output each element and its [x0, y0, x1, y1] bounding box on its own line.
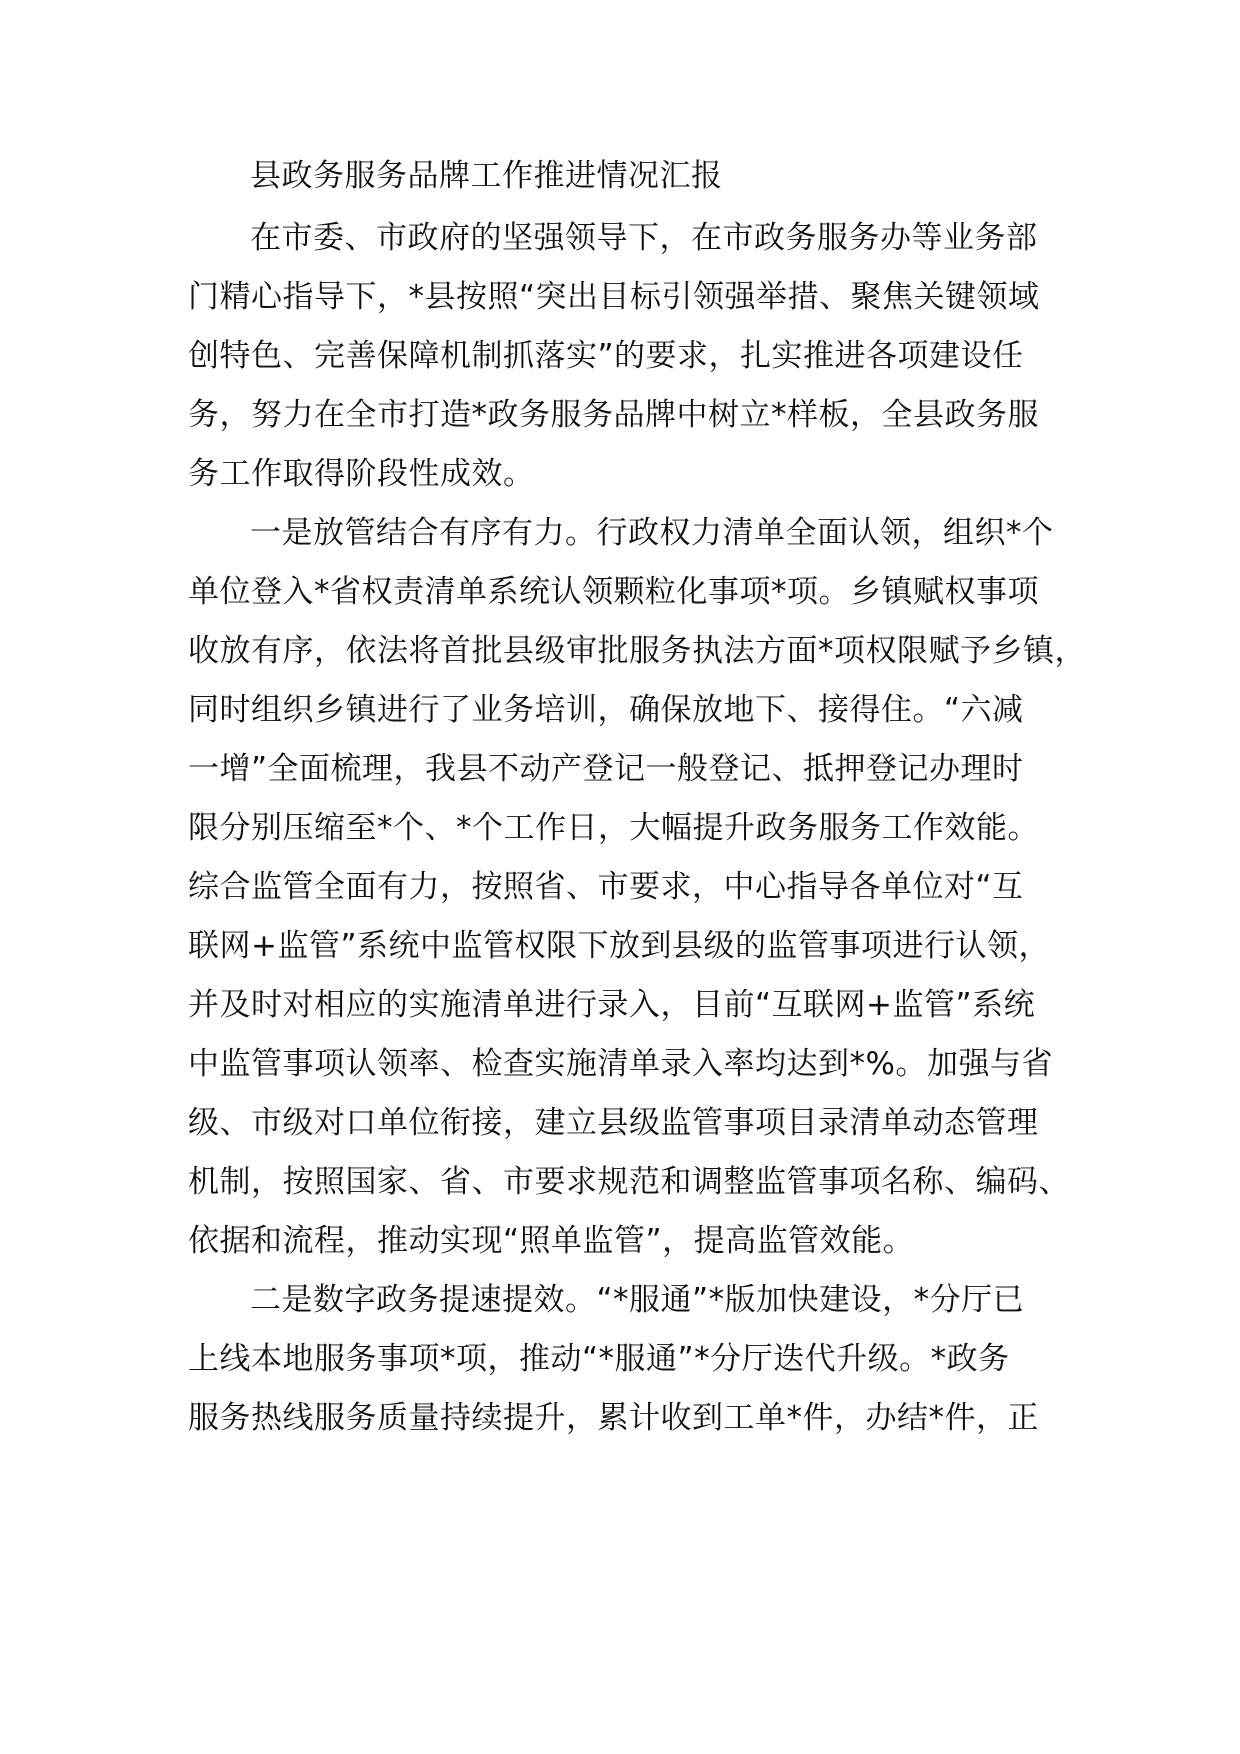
paragraph-line: 收放有序，依法将首批县级审批服务执法方面*项权限赋予乡镇，: [188, 633, 1086, 669]
paragraph-line: 综合监管全面有力，按照省、市要求，中心指导各单位对“互: [188, 869, 1024, 905]
paragraph-line: 在市委、市政府的坚强领导下，在市政务服务办等业务部: [250, 220, 1038, 256]
paragraph-line: 中监管事项认领率、检查实施清单录入率均达到*%。加强与省: [188, 1046, 1053, 1082]
paragraph-line: 联网+监管”系统中监管权限下放到县级的监管事项进行认领，: [188, 928, 1051, 964]
paragraph-line: 限分别压缩至*个、*个工作日，大幅提升政务服务工作效能。: [188, 810, 1039, 846]
paragraph-line: 务，努力在全市打造*政务服务品牌中树立*样板，全县政务服: [188, 397, 1039, 433]
paragraph-line: 依据和流程，推动实现“照单监管”，提高监管效能。: [188, 1223, 915, 1259]
paragraph-line: 一是放管结合有序有力。行政权力清单全面认领，组织*个: [250, 515, 1054, 551]
paragraph-line: 门精心指导下，*县按照“突出目标引领强举措、聚焦关键领域: [188, 279, 1040, 315]
paragraph-line: 级、市级对口单位衔接，建立县级监管事项目录清单动态管理: [188, 1105, 1039, 1141]
paragraph-line: 机制，按照国家、省、市要求规范和调整监管事项名称、编码、: [188, 1164, 1070, 1200]
paragraph-line: 单位登入*省权责清单系统认领颗粒化事项*项。乡镇赋权事项: [188, 574, 1039, 610]
paragraph-line: 一增”全面梳理，我县不动产登记一般登记、抵押登记办理时: [188, 751, 1024, 787]
paragraph-line: 上线本地服务事项*项，推动“*服通”*分厅迭代升级。*政务: [188, 1341, 1010, 1377]
paragraph-line: 并及时对相应的实施清单进行录入，目前“互联网+监管”系统: [188, 987, 1036, 1023]
paragraph-line: 务工作取得阶段性成效。: [188, 456, 535, 492]
paragraph-line: 同时组织乡镇进行了业务培训，确保放地下、接得住。“六减: [188, 692, 1024, 728]
paragraph-line: 创特色、完善保障机制抓落实”的要求，扎实推进各项建设任: [188, 338, 1024, 374]
paragraph-line: 二是数字政务提速提效。“*服通”*版加快建设，*分厅已: [250, 1282, 1025, 1318]
paragraph-line: 服务热线服务质量持续提升，累计收到工单*件，办结*件，正: [188, 1400, 1039, 1436]
document-title: 县政务服务品牌工作推进情况汇报: [250, 158, 723, 194]
